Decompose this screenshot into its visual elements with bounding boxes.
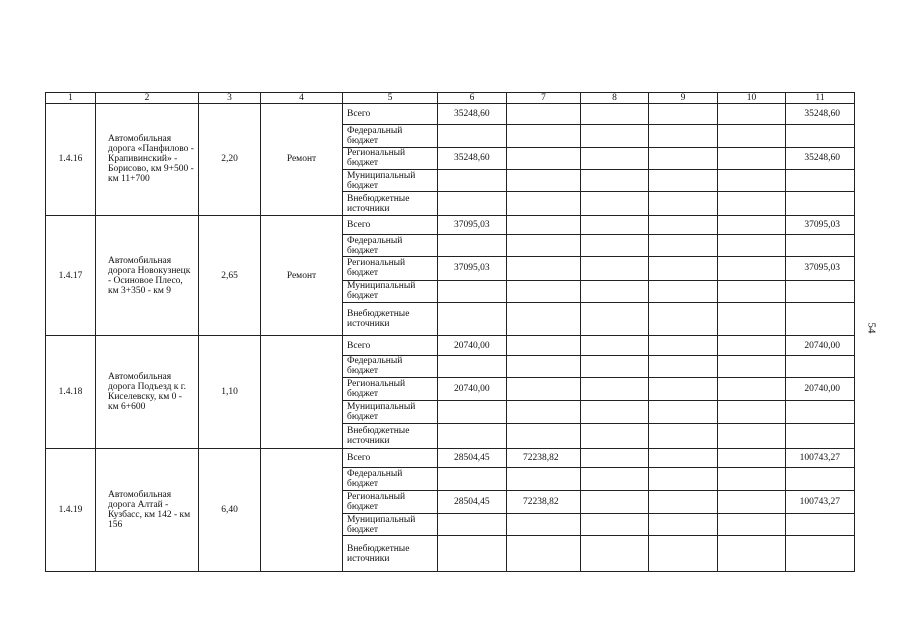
value-col6 bbox=[438, 513, 507, 535]
value-col11 bbox=[786, 192, 855, 215]
value-col6 bbox=[438, 125, 507, 147]
value-col11 bbox=[786, 302, 855, 335]
funding-source: Внебюджетные источники bbox=[343, 302, 438, 335]
value-col9 bbox=[649, 449, 718, 468]
funding-source: Муниципальный бюджет bbox=[343, 280, 438, 302]
road-length: 1,10 bbox=[199, 336, 261, 449]
value-col7 bbox=[507, 401, 581, 423]
value-col9 bbox=[649, 280, 718, 302]
value-col8 bbox=[581, 147, 649, 169]
item-number: 1.4.18 bbox=[46, 336, 96, 449]
value-col11: 100743,27 bbox=[786, 449, 855, 468]
value-col8 bbox=[581, 215, 649, 234]
funding-source: Федеральный бюджет bbox=[343, 355, 438, 377]
value-col7 bbox=[507, 257, 581, 280]
funding-source: Внебюджетные источники bbox=[343, 192, 438, 215]
work-type bbox=[261, 449, 343, 572]
value-col7 bbox=[507, 104, 581, 125]
item-number: 1.4.19 bbox=[46, 449, 96, 572]
funding-source: Региональный бюджет bbox=[343, 490, 438, 513]
value-col7 bbox=[507, 468, 581, 490]
value-col8 bbox=[581, 104, 649, 125]
value-col11: 100743,27 bbox=[786, 490, 855, 513]
funding-source: Региональный бюджет bbox=[343, 257, 438, 280]
value-col11 bbox=[786, 280, 855, 302]
value-col6 bbox=[438, 355, 507, 377]
value-col7 bbox=[507, 423, 581, 448]
funding-source: Всего bbox=[343, 449, 438, 468]
value-col9 bbox=[649, 378, 718, 401]
item-number: 1.4.17 bbox=[46, 215, 96, 336]
value-col11 bbox=[786, 513, 855, 535]
value-col10 bbox=[718, 336, 786, 355]
value-col8 bbox=[581, 401, 649, 423]
value-col6 bbox=[438, 401, 507, 423]
header-cell: 7 bbox=[507, 93, 581, 104]
value-col8 bbox=[581, 355, 649, 377]
value-col6 bbox=[438, 302, 507, 335]
value-col11 bbox=[786, 423, 855, 448]
value-col7 bbox=[507, 215, 581, 234]
table-row bbox=[46, 449, 855, 468]
value-col6: 35248,60 bbox=[438, 147, 507, 169]
value-col11: 37095,03 bbox=[786, 215, 855, 234]
value-col10 bbox=[718, 513, 786, 535]
value-col6 bbox=[438, 536, 507, 572]
value-col11: 35248,60 bbox=[786, 104, 855, 125]
value-col7 bbox=[507, 378, 581, 401]
value-col11: 20740,00 bbox=[786, 336, 855, 355]
value-col9 bbox=[649, 235, 718, 257]
header-cell: 2 bbox=[96, 93, 199, 104]
funding-source: Внебюджетные источники bbox=[343, 536, 438, 572]
header-cell: 10 bbox=[718, 93, 786, 104]
header-cell: 1 bbox=[46, 93, 96, 104]
value-col10 bbox=[718, 192, 786, 215]
value-col8 bbox=[581, 468, 649, 490]
header-cell: 8 bbox=[581, 93, 649, 104]
value-col9 bbox=[649, 490, 718, 513]
value-col7 bbox=[507, 336, 581, 355]
header-row bbox=[46, 93, 855, 104]
value-col10 bbox=[718, 401, 786, 423]
value-col11: 20740,00 bbox=[786, 378, 855, 401]
value-col10 bbox=[718, 468, 786, 490]
value-col9 bbox=[649, 468, 718, 490]
header-cell: 3 bbox=[199, 93, 261, 104]
value-col11 bbox=[786, 170, 855, 192]
value-col6 bbox=[438, 280, 507, 302]
value-col10 bbox=[718, 235, 786, 257]
value-col8 bbox=[581, 490, 649, 513]
road-name: Автомобильная дорога Подъезд к г. Киселевску, км 0 - км 6+600 bbox=[96, 336, 199, 449]
road-length: 2,65 bbox=[199, 215, 261, 336]
value-col6: 20740,00 bbox=[438, 378, 507, 401]
value-col6 bbox=[438, 423, 507, 448]
value-col9 bbox=[649, 215, 718, 234]
road-name: Автомобильная дорога Алтай - Кузбасс, км 142 - км 156 bbox=[96, 449, 199, 572]
work-type bbox=[261, 336, 343, 449]
value-col8 bbox=[581, 257, 649, 280]
value-col8 bbox=[581, 336, 649, 355]
value-col11 bbox=[786, 125, 855, 147]
value-col9 bbox=[649, 170, 718, 192]
value-col11 bbox=[786, 536, 855, 572]
table-row bbox=[46, 336, 855, 355]
table-row bbox=[46, 104, 855, 125]
funding-source: Федеральный бюджет bbox=[343, 235, 438, 257]
value-col11 bbox=[786, 235, 855, 257]
value-col10 bbox=[718, 170, 786, 192]
funding-source: Региональный бюджет bbox=[343, 378, 438, 401]
value-col10 bbox=[718, 147, 786, 169]
funding-source: Внебюджетные источники bbox=[343, 423, 438, 448]
value-col9 bbox=[649, 147, 718, 169]
value-col8 bbox=[581, 302, 649, 335]
road-name: Автомобильная дорога Новокузнецк - Осиновое Плесо, км 3+350 - км 9 bbox=[96, 215, 199, 336]
value-col6: 35248,60 bbox=[438, 104, 507, 125]
value-col10 bbox=[718, 215, 786, 234]
value-col9 bbox=[649, 513, 718, 535]
value-col8 bbox=[581, 536, 649, 572]
value-col6: 28504,45 bbox=[438, 449, 507, 468]
value-col7 bbox=[507, 513, 581, 535]
value-col7: 72238,82 bbox=[507, 490, 581, 513]
funding-source: Муниципальный бюджет bbox=[343, 401, 438, 423]
value-col9 bbox=[649, 192, 718, 215]
value-col10 bbox=[718, 378, 786, 401]
value-col10 bbox=[718, 355, 786, 377]
value-col10 bbox=[718, 490, 786, 513]
header-cell: 11 bbox=[786, 93, 855, 104]
value-col8 bbox=[581, 192, 649, 215]
value-col7 bbox=[507, 536, 581, 572]
budget-table bbox=[45, 92, 855, 572]
funding-source: Федеральный бюджет bbox=[343, 125, 438, 147]
value-col8 bbox=[581, 513, 649, 535]
header-cell: 9 bbox=[649, 93, 718, 104]
funding-source: Федеральный бюджет bbox=[343, 468, 438, 490]
funding-source: Муниципальный бюджет bbox=[343, 513, 438, 535]
value-col8 bbox=[581, 449, 649, 468]
header-cell: 6 bbox=[438, 93, 507, 104]
value-col9 bbox=[649, 125, 718, 147]
value-col10 bbox=[718, 449, 786, 468]
value-col9 bbox=[649, 536, 718, 572]
value-col6: 28504,45 bbox=[438, 490, 507, 513]
value-col9 bbox=[649, 355, 718, 377]
value-col9 bbox=[649, 104, 718, 125]
value-col10 bbox=[718, 536, 786, 572]
value-col6: 37095,03 bbox=[438, 257, 507, 280]
road-length: 2,20 bbox=[199, 104, 261, 216]
value-col7: 72238,82 bbox=[507, 449, 581, 468]
value-col11 bbox=[786, 468, 855, 490]
item-number: 1.4.16 bbox=[46, 104, 96, 216]
page-number: 54 bbox=[865, 322, 878, 334]
value-col8 bbox=[581, 423, 649, 448]
value-col10 bbox=[718, 104, 786, 125]
value-col6 bbox=[438, 170, 507, 192]
value-col7 bbox=[507, 280, 581, 302]
value-col11 bbox=[786, 401, 855, 423]
value-col9 bbox=[649, 423, 718, 448]
value-col10 bbox=[718, 302, 786, 335]
value-col10 bbox=[718, 125, 786, 147]
value-col11 bbox=[786, 355, 855, 377]
value-col8 bbox=[581, 235, 649, 257]
value-col7 bbox=[507, 302, 581, 335]
value-col9 bbox=[649, 336, 718, 355]
value-col11: 37095,03 bbox=[786, 257, 855, 280]
value-col10 bbox=[718, 280, 786, 302]
value-col9 bbox=[649, 257, 718, 280]
value-col6: 37095,03 bbox=[438, 215, 507, 234]
value-col7 bbox=[507, 355, 581, 377]
value-col7 bbox=[507, 170, 581, 192]
value-col7 bbox=[507, 235, 581, 257]
road-length: 6,40 bbox=[199, 449, 261, 572]
funding-source: Муниципальный бюджет bbox=[343, 170, 438, 192]
funding-source: Всего bbox=[343, 215, 438, 234]
header-cell: 5 bbox=[343, 93, 438, 104]
value-col9 bbox=[649, 401, 718, 423]
value-col8 bbox=[581, 125, 649, 147]
value-col6 bbox=[438, 192, 507, 215]
value-col6: 20740,00 bbox=[438, 336, 507, 355]
value-col6 bbox=[438, 235, 507, 257]
funding-source: Региональный бюджет bbox=[343, 147, 438, 169]
value-col7 bbox=[507, 125, 581, 147]
value-col9 bbox=[649, 302, 718, 335]
table-row bbox=[46, 215, 855, 234]
funding-source: Всего bbox=[343, 336, 438, 355]
work-type: Ремонт bbox=[261, 104, 343, 216]
work-type: Ремонт bbox=[261, 215, 343, 336]
value-col10 bbox=[718, 257, 786, 280]
value-col10 bbox=[718, 423, 786, 448]
value-col6 bbox=[438, 468, 507, 490]
value-col11: 35248,60 bbox=[786, 147, 855, 169]
road-name: Автомобильная дорога «Панфилово - Крапивинский» - Борисово, км 9+500 - км 11+700 bbox=[96, 104, 199, 216]
value-col7 bbox=[507, 192, 581, 215]
value-col8 bbox=[581, 280, 649, 302]
value-col8 bbox=[581, 378, 649, 401]
value-col8 bbox=[581, 170, 649, 192]
header-cell: 4 bbox=[261, 93, 343, 104]
funding-source: Всего bbox=[343, 104, 438, 125]
value-col7 bbox=[507, 147, 581, 169]
